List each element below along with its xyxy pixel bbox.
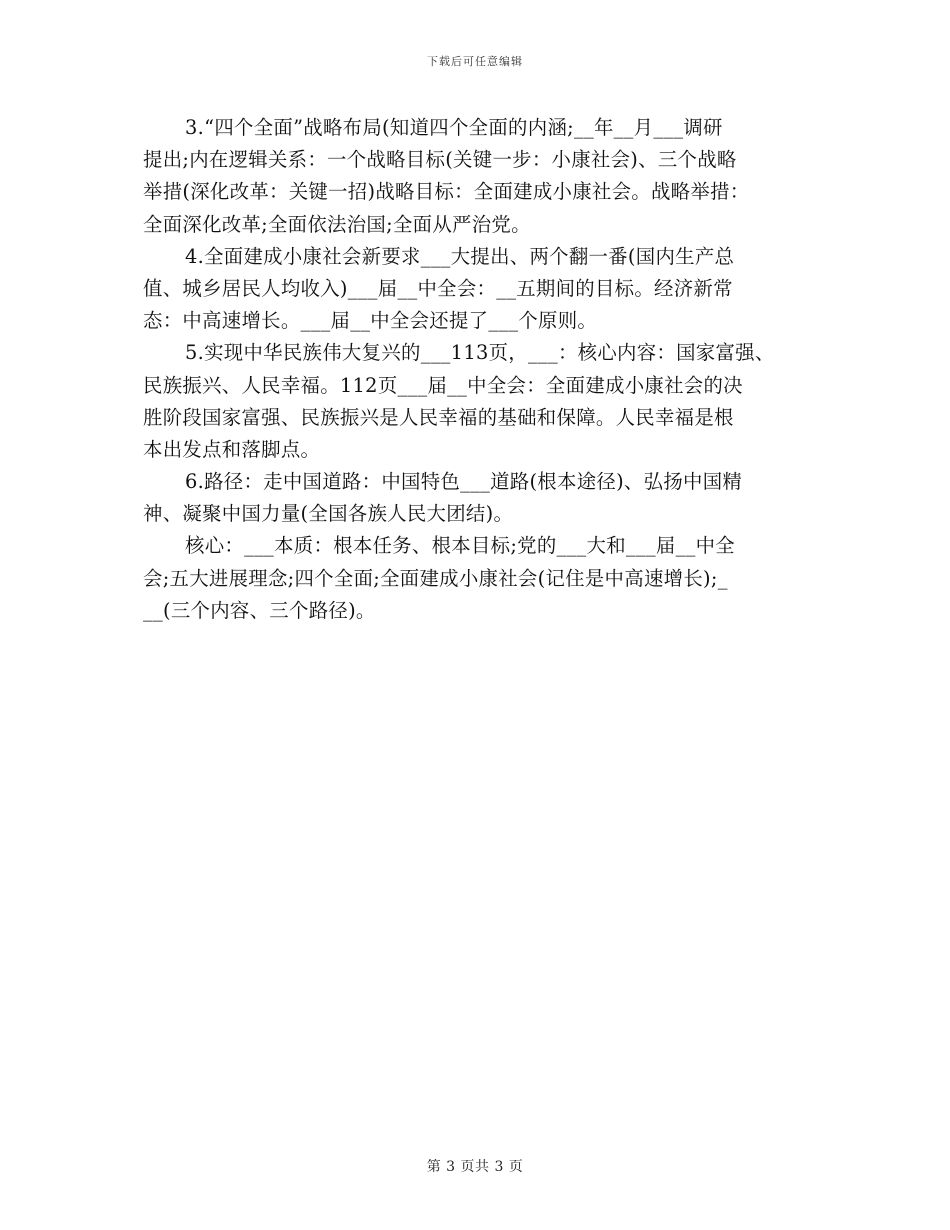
paragraph-3-line-3: 举措(深化改革：关键一招)战略目标：全面建成小康社会。战略举措： [143,180,750,204]
paragraph-6-line-1: 6.路径：走中国道路：中国特色___道路(根本途径)、弘扬中国精 [185,470,743,494]
paragraph-4-line-3: 态：中高速增长。___届__中全会还提了___个原则。 [143,309,598,333]
document-body [143,112,811,627]
paragraph-5-line-4: 本出发点和落脚点。 [143,437,321,461]
paragraph-5-line-1: 5.实现中华民族伟大复兴的___113页，___：核心内容：国家富强、 [185,341,775,365]
paragraph-4-line-1: 4.全面建成小康社会新要求___大提出、两个翻一番(国内生产总 [185,244,735,268]
page-number: 第 3 页共 3 页 [426,1159,524,1175]
page-header: 下载后可任意编辑 [427,55,523,68]
paragraph-3-line-1: 3.“四个全面”战略布局(知道四个全面的内涵;__年__月___调研 [185,116,723,139]
paragraph-3-line-4: 全面深化改革;全面依法治国;全面从严治党。 [143,212,531,236]
paragraph-core-line-3: __(三个内容、三个路径)。 [143,598,376,622]
paragraph-6-line-2: 神、凝聚中国力量(全国各族人民大团结)。 [143,502,514,526]
paragraph-core-line-2: 会;五大进展理念;四个全面;全面建成小康社会(记住是中高速增长);_ [143,566,728,590]
paragraph-5-line-3: 胜阶段国家富强、民族振兴是人民幸福的基础和保障。人民幸福是根 [143,405,734,429]
paragraph-3-line-2: 提出;内在逻辑关系：一个战略目标(关键一步：小康社会)、三个战略 [143,148,737,172]
paragraph-core-line-1: 核心：___本质：根本任务、根本目标;党的___大和___届__中全 [185,534,735,558]
paragraph-5-line-2: 民族振兴、人民幸福。112页___届__中全会：全面建成小康社会的决 [143,373,743,397]
paragraph-4-line-2: 值、城乡居民人均收入)___届__中全会：__五期间的目标。经济新常 [143,276,733,300]
